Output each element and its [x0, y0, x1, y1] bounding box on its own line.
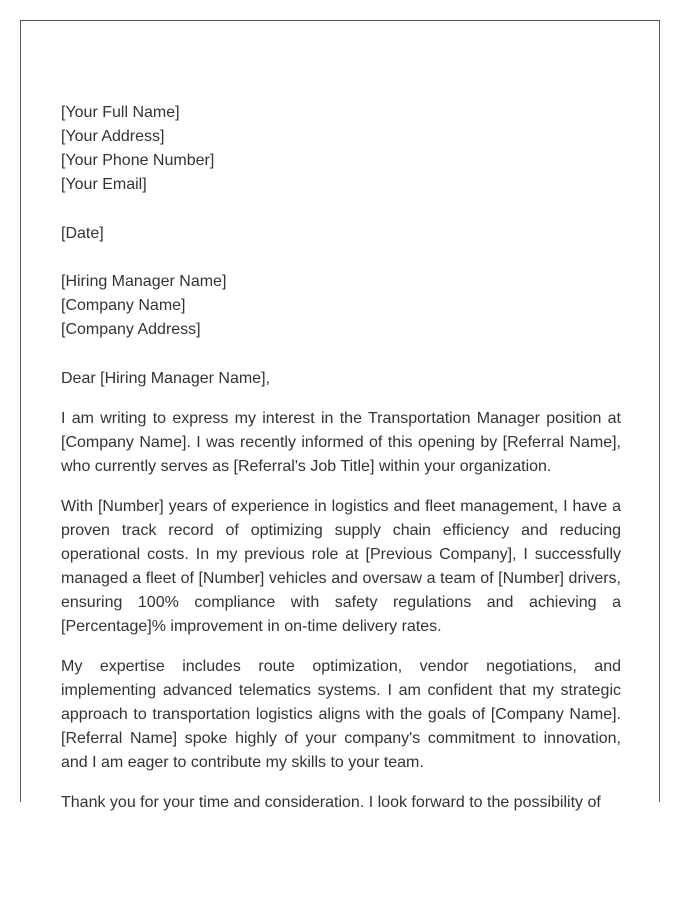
letter-date: [Date]	[61, 225, 104, 242]
sender-name: [Your Full Name]	[61, 104, 180, 121]
sender-address: [Your Address]	[61, 128, 165, 145]
body-paragraph-4: Thank you for your time and consideration. I look forward to the possibility of	[61, 794, 601, 811]
body-paragraph-3: My expertise includes route optimization, vendor negotiations, and implementing advanced telematics systems. I am confident that my strategic approach to transportation logistics aligns with the goals of [Company Name]. [Referral Name] spoke highly of your company's commitment to innovation, and I am eager to contribute my skills to your team.	[61, 658, 621, 771]
recipient-address: [Company Address]	[61, 321, 201, 338]
body-paragraph-2: With [Number] years of experience in logistics and fleet management, I have a proven track record of optimizing supply chain efficiency and reducing operational costs. In my previous role at [Previous Company], I successfully managed a fleet of [Number] vehicles and oversaw a team of [Number] drivers, ensuring 100% compliance with safety regulations and achieving a [Percentage]% improvement in on-time delivery rates.	[61, 498, 621, 635]
letter-page	[20, 20, 660, 811]
recipient-name: [Hiring Manager Name]	[61, 273, 227, 290]
recipient-block	[61, 270, 621, 342]
sender-block	[61, 101, 621, 197]
letter-body	[61, 101, 621, 815]
body-paragraph-1: I am writing to express my interest in the Transportation Manager position at [Company Name]. I was recently informed of this opening by [Referral Name], who currently serves as [Referral's Job Title] within your organization.	[61, 410, 621, 475]
recipient-company: [Company Name]	[61, 297, 186, 314]
sender-email: [Your Email]	[61, 176, 147, 193]
salutation: Dear [Hiring Manager Name],	[61, 370, 270, 387]
sender-phone: [Your Phone Number]	[61, 152, 215, 169]
